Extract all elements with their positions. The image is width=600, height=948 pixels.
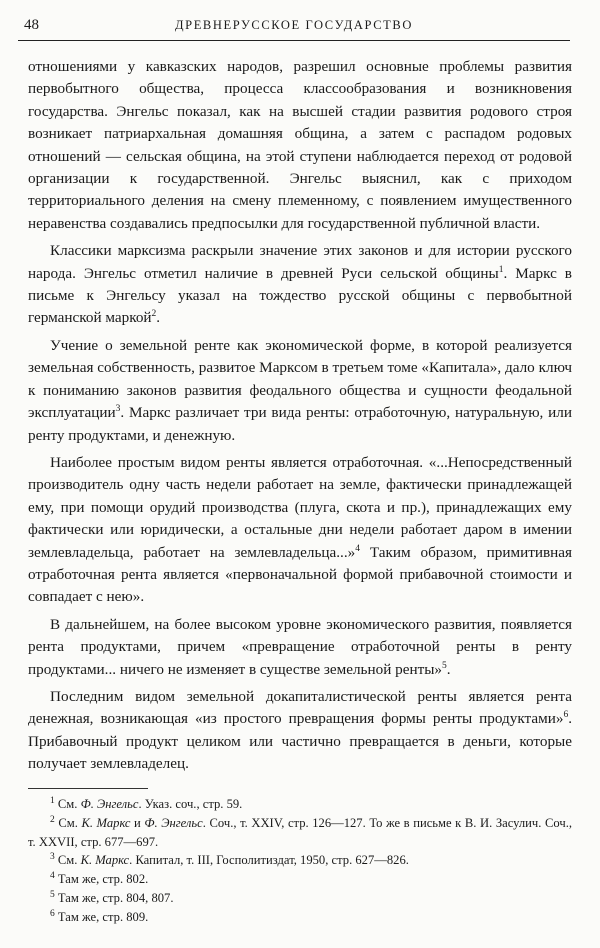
footnote-number: 6	[50, 908, 55, 919]
paragraph-text: .	[446, 660, 451, 678]
footnote-ref-2: 2	[151, 309, 157, 320]
footnote-1	[28, 795, 572, 814]
footnote-text: См.	[57, 853, 81, 868]
footnote-text: См.	[58, 815, 82, 830]
paragraph-text: .	[156, 309, 161, 327]
footnote-number: 2	[50, 814, 55, 825]
footnote-author: Ф. Энгельс	[144, 815, 203, 830]
paragraph-1	[28, 56, 572, 235]
footnote-number: 4	[50, 871, 55, 881]
main-text	[28, 56, 572, 781]
footnote-divider	[28, 788, 148, 789]
footnote-number: 3	[50, 852, 55, 863]
paragraph-text: Таким образом, примитивная отработочная рента является «первоначальной формой прибавочной стоимости и совпадает с нею».	[28, 543, 572, 606]
running-title: ДРЕВНЕРУССКОЕ ГОСУДАРСТВО	[175, 18, 413, 32]
footnote-author: К. Маркс	[81, 815, 131, 830]
footnote-text: . Соч., т. XXIV, стр. 126—127. То же в письме к В. И. Засулич. Соч., т. XXVII, стр. 677—697.	[28, 815, 572, 849]
footnote-author: Ф. Энгельс	[80, 797, 139, 811]
paragraph-text: отношениями у кавказских народов, разрешил основные проблемы развития первобытного общества, процесса классообразования и возникновения государства. Энгельс показал, как на высшей стадии развития родового строя возникает патриархальная домашняя община, а затем с распадом родовых отношений — сельская община, на этой ступени наблюдается переход от родовой организации к государственной. Энгельс выяснил, как с приходом территориального деления на смену племенному, с появлением имущественного неравенства создавались предпосылки для государственной публичной власти.	[28, 58, 572, 232]
footnote-number: 1	[50, 795, 55, 806]
paragraph-text: Учение о земельной ренте как экономической форме, в которой реализуется земельная собственность, развитое Марксом в третьем томе «Капитала», дало ключ к пониманию законов развития феодального общества и сущности феодальной эксплуатации	[28, 336, 572, 422]
footnote-text: Там же, стр. 802.	[57, 872, 149, 887]
paragraph-text: В дальнейшем, на более высоком уровне экономического развития, появляется рента продуктами, причем «превращение отработочной ренты в ренту продуктами... ничего не изменяет в существе земельной ренты»	[28, 615, 572, 678]
paragraph-4	[28, 452, 572, 609]
footnote-number: 5	[50, 889, 55, 900]
footnotes	[28, 795, 572, 927]
footnote-text: . Указ. соч., стр. 59.	[138, 797, 243, 811]
paragraph-text: . Маркс в письме к Энгельсу указал на тождество русской общины с первобытной германской маркой	[28, 264, 572, 327]
footnote-3	[28, 851, 572, 870]
footnote-text: См.	[57, 797, 81, 811]
footnote-5	[28, 889, 572, 908]
footnote-text: Там же, стр. 809.	[57, 909, 149, 924]
paragraph-text: Последним видом земельной докапиталистической ренты является рента денежная, возникающая «из простого превращения формы ренты продуктами»	[28, 687, 572, 728]
paragraph-5	[28, 614, 572, 681]
footnote-6	[28, 908, 572, 927]
footnote-2	[28, 814, 572, 852]
footnote-4	[28, 870, 572, 889]
footnote-text: Там же, стр. 804, 807.	[57, 890, 174, 905]
paragraph-text: Классики марксизма раскрыли значение этих законов и для истории русского народа. Энгельс отметил наличие в древней Руси сельской общины	[28, 242, 572, 282]
paragraph-text: . Маркс различает три вида ренты: отработочную, натуральную, или ренту продуктами, и денежную.	[28, 404, 572, 444]
paragraph-2	[28, 240, 572, 330]
footnote-ref-3: 3	[115, 404, 121, 415]
footnote-ref-4: 4	[355, 543, 360, 554]
paragraph-6	[28, 686, 572, 776]
paragraph-text: Наиболее простым видом ренты является отработочная. «...Непосредственный производитель одну часть недели работает на земле, фактически принадлежащей ему, при помощи орудий производства (плуга, скота и пр.), принадлежащих ему фактически или юридически, а остальные дни недели работает даром в имении землевладельца, работает на землевладельца...»	[28, 453, 572, 561]
paragraph-3	[28, 335, 572, 447]
page-number: 48	[24, 17, 39, 33]
footnote-ref-6: 6	[563, 710, 569, 721]
footnote-author: К. Маркс	[80, 853, 130, 868]
footnote-ref-5: 5	[442, 660, 447, 671]
footnote-ref-1: 1	[498, 264, 504, 275]
footnote-text: . Капитал, т. III, Госполитиздат, 1950, стр. 627—826.	[129, 853, 409, 868]
page-header	[18, 14, 570, 41]
paragraph-text: . Прибавочный продукт целиком или частично превращается в деньги, которые получает землевладелец.	[28, 710, 572, 773]
footnote-text: и	[130, 815, 145, 830]
